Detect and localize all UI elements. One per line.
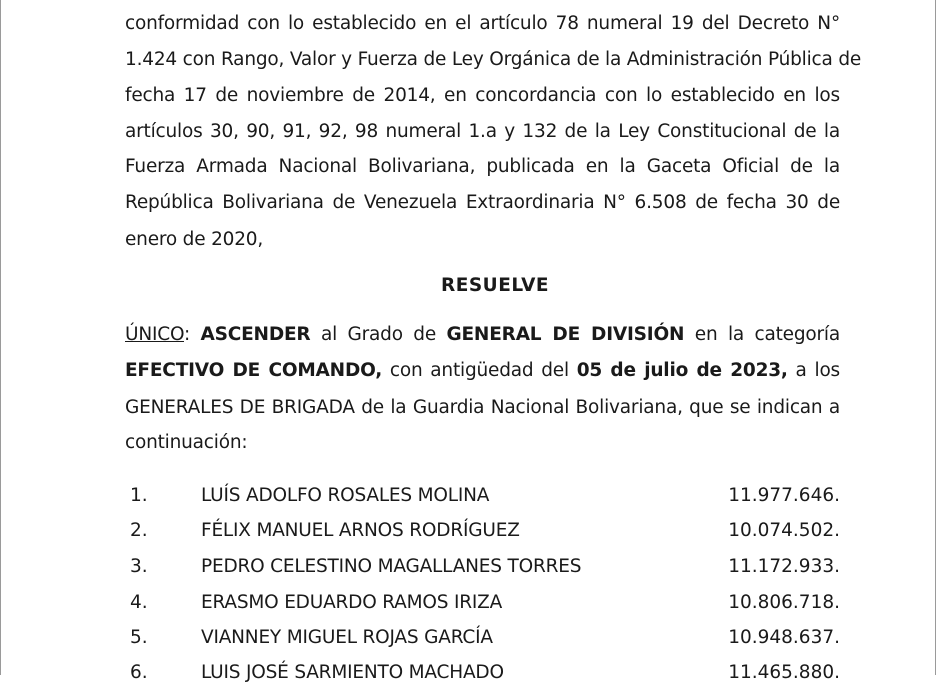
body-text-line-1: conformidad con lo establecido en el artículo 78 numeral 19 del Decreto N° bbox=[125, 13, 840, 34]
officer-name: ERASMO EDUARDO RAMOS IRIZA bbox=[201, 592, 503, 613]
body-text-line-3: fecha 17 de noviembre de 2014, en concordancia con lo establecido en los bbox=[125, 85, 840, 106]
body-text-line-2: 1.424 con Rango, Valor y Fuerza de Ley Orgánica de la Administración Pública de bbox=[125, 49, 862, 70]
officer-id: 10.948.637. bbox=[728, 627, 840, 648]
body-text-line-5: Fuerza Armada Nacional Bolivariana, publicada en la Gaceta Oficial de la bbox=[125, 156, 840, 177]
category-keyword: EFECTIVO DE COMANDO, bbox=[125, 360, 383, 381]
officer-id: 10.074.502. bbox=[728, 520, 840, 541]
officer-name: VIANNEY MIGUEL ROJAS GARCÍA bbox=[201, 627, 493, 648]
resolution-text: con antigüedad del bbox=[382, 360, 577, 381]
resolution-line-4: continuación: bbox=[125, 432, 248, 453]
body-text-line-7: enero de 2020, bbox=[125, 229, 264, 250]
officer-number: 3. bbox=[130, 556, 148, 577]
body-text-line-6: República Bolivariana de Venezuela Extraordinaria N° 6.508 de fecha 30 de bbox=[125, 192, 840, 213]
resolution-text: al Grado de bbox=[310, 324, 447, 345]
officer-number: 5. bbox=[130, 627, 148, 648]
section-heading: RESUELVE bbox=[440, 275, 550, 296]
resolution-line-1 bbox=[125, 323, 840, 347]
rank-keyword: GENERAL DE DIVISIÓN bbox=[446, 324, 685, 345]
resolution-text: en la categoría bbox=[684, 324, 840, 345]
unico-label: ÚNICO bbox=[125, 324, 184, 345]
officer-id: 11.977.646. bbox=[728, 485, 840, 506]
resolution-text: a los bbox=[787, 360, 841, 381]
resolution-text: : bbox=[184, 324, 201, 345]
officer-number: 4. bbox=[130, 592, 148, 613]
officer-number: 2. bbox=[130, 520, 148, 541]
seniority-date: 05 de julio de 2023, bbox=[576, 360, 788, 381]
officer-number: 6. bbox=[130, 662, 148, 683]
ascender-keyword: ASCENDER bbox=[200, 324, 311, 345]
officer-name: LUÍS ADOLFO ROSALES MOLINA bbox=[201, 485, 490, 506]
resolution-line-3: GENERALES DE BRIGADA de la Guardia Nacional Bolivariana, que se indican a bbox=[125, 397, 840, 418]
resolution-line-2 bbox=[125, 359, 840, 383]
body-text-line-4: artículos 30, 90, 91, 92, 98 numeral 1.a y 132 de la Ley Constitucional de la bbox=[125, 121, 840, 142]
officer-id: 11.465.880. bbox=[728, 662, 840, 683]
officer-name: LUIS JOSÉ SARMIENTO MACHADO bbox=[201, 662, 504, 683]
officer-name: FÉLIX MANUEL ARNOS RODRÍGUEZ bbox=[201, 520, 520, 541]
officer-id: 10.806.718. bbox=[728, 592, 840, 613]
officer-id: 11.172.933. bbox=[728, 556, 840, 577]
officer-name: PEDRO CELESTINO MAGALLANES TORRES bbox=[201, 556, 582, 577]
officer-number: 1. bbox=[130, 485, 148, 506]
